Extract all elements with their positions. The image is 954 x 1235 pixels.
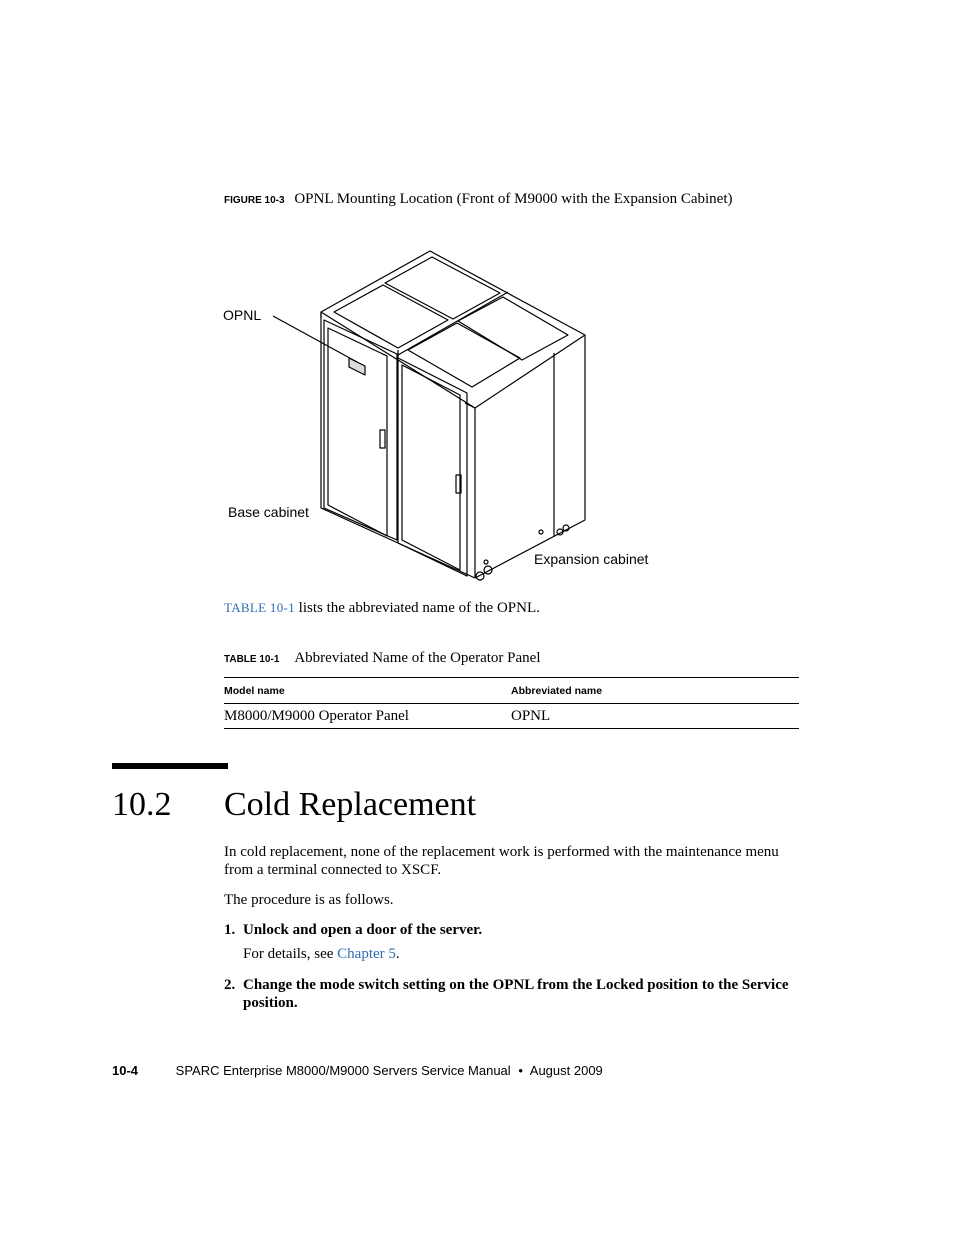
- cabinet-figure: [210, 240, 670, 585]
- callout-expansion-cabinet: Expansion cabinet: [534, 551, 649, 567]
- step-detail-prefix: For details, see: [243, 946, 338, 962]
- table-intro: [224, 600, 540, 617]
- procedure-intro: The procedure is as follows.: [224, 892, 394, 908]
- procedure-step-1: [224, 921, 799, 939]
- section-title: Cold Replacement: [224, 786, 477, 823]
- step-1-detail: [243, 946, 400, 963]
- figure-label: FIGURE 10-3: [224, 195, 285, 206]
- table-caption: [224, 650, 540, 667]
- table-label: TABLE 10-1: [224, 654, 280, 665]
- table-row: [224, 704, 799, 729]
- callout-opnl: OPNL: [223, 307, 262, 323]
- column-header-abbreviation: Abbreviated name: [511, 678, 799, 704]
- section-number: 10.2: [112, 786, 172, 823]
- table-reference-link[interactable]: TABLE 10-1: [224, 600, 295, 615]
- cabinet-illustration: [210, 240, 670, 585]
- procedure-step-2: [224, 976, 799, 1012]
- section-paragraph: In cold replacement, none of the replacement work is performed with the maintenance menu from a terminal connected to XSCF.: [224, 844, 779, 878]
- step-number: 1.: [224, 922, 236, 938]
- step-detail-suffix: .: [395, 946, 400, 962]
- section-rule: [112, 763, 228, 769]
- publication-date: August 2009: [529, 1063, 603, 1078]
- chapter-link[interactable]: Chapter 5: [337, 946, 396, 962]
- cell-abbreviated-name: OPNL: [511, 704, 799, 729]
- figure-caption-text: OPNL Mounting Location (Front of M9000 with the Expansion Cabinet): [294, 191, 733, 207]
- footer-separator: •: [518, 1063, 523, 1078]
- table-header-row: [224, 678, 799, 704]
- table-caption-text: Abbreviated Name of the Operator Panel: [294, 650, 541, 666]
- abbreviation-table: [224, 677, 799, 729]
- callout-base-cabinet: Base cabinet: [228, 504, 309, 520]
- column-header-model: Model name: [224, 678, 511, 704]
- manual-title: SPARC Enterprise M8000/M9000 Servers Service Manual: [175, 1063, 511, 1078]
- cell-model-name: M8000/M9000 Operator Panel: [224, 704, 511, 729]
- step-text: Change the mode switch setting on the OPNL from the Locked position to the Service position.: [243, 977, 789, 1011]
- step-text: Unlock and open a door of the server.: [243, 922, 483, 938]
- table-intro-text: lists the abbreviated name of the OPNL.: [294, 600, 540, 616]
- step-number: 2.: [224, 977, 236, 993]
- figure-caption: [224, 191, 732, 208]
- page-footer: [112, 1063, 603, 1078]
- page-number: 10-4: [112, 1063, 139, 1078]
